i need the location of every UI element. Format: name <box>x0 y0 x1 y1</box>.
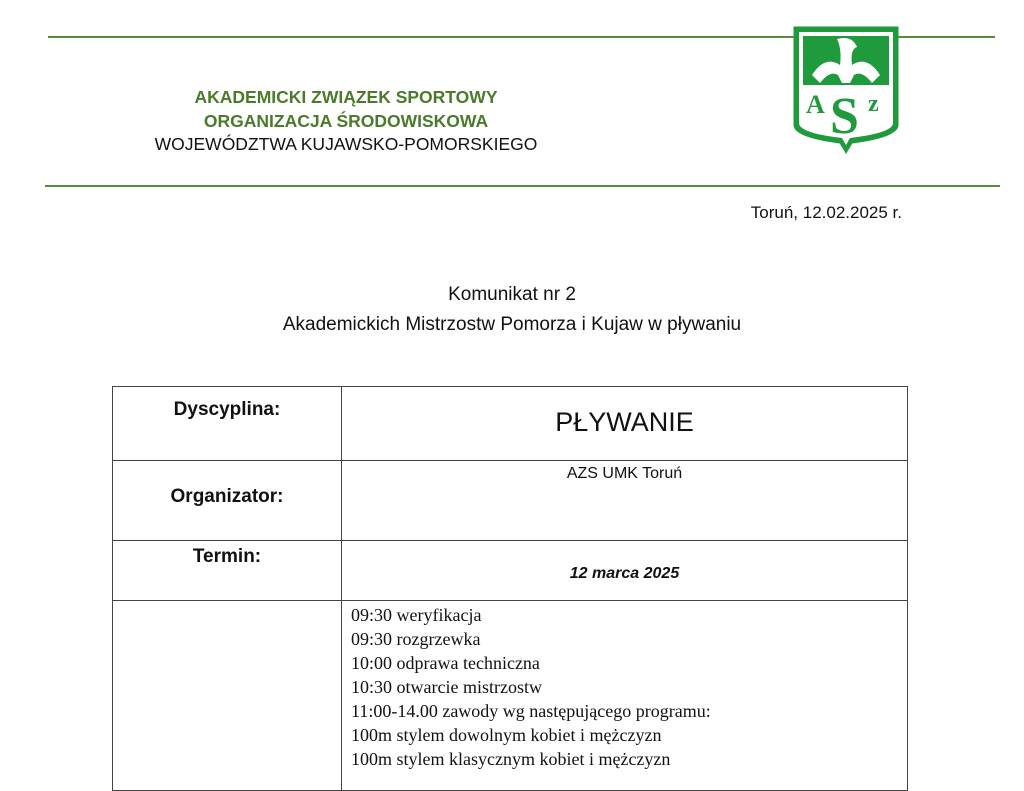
schedule-item: 11:00-14.00 zawody wg następującego programu: <box>351 701 711 721</box>
schedule-item: 10:30 otwarcie mistrzostw <box>351 677 542 697</box>
label-date: Termin: <box>113 541 342 601</box>
azs-logo <box>792 25 900 155</box>
org-line-1: AKADEMICKI ZWIĄZEK SPORTOWY <box>194 87 498 107</box>
document-date: Toruń, 12.02.2025 r. <box>750 203 902 222</box>
label-discipline: Dyscyplina: <box>113 387 342 461</box>
schedule-cell <box>342 601 908 791</box>
value-organizer: AZS UMK Toruń <box>342 461 908 541</box>
org-line-3: WOJEWÓDZTWA KUJAWSKO-POMORSKIEGO <box>154 134 538 154</box>
title-line-2: Akademickich Mistrzostw Pomorza i Kujaw w pływaniu <box>282 314 742 335</box>
table-row <box>113 601 908 791</box>
label-schedule <box>113 601 342 791</box>
schedule-item: 100m stylem klasycznym kobiet i mężczyzn <box>351 749 671 769</box>
table-row <box>113 461 908 541</box>
organization-header <box>96 86 596 157</box>
info-table <box>112 386 908 791</box>
schedule-item: 09:30 weryfikacja <box>351 605 482 625</box>
document-title <box>0 280 1024 340</box>
value-date: 12 marca 2025 <box>342 541 908 601</box>
svg-text:z: z <box>868 91 879 117</box>
table-row <box>113 387 908 461</box>
svg-text:S: S <box>830 88 859 145</box>
org-line-2: ORGANIZACJA ŚRODOWISKOWA <box>203 110 489 131</box>
title-line-1: Komunikat nr 2 <box>448 284 576 305</box>
schedule-item: 10:00 odprawa techniczna <box>351 653 540 673</box>
table-row <box>113 541 908 601</box>
schedule-item: 100m stylem dowolnym kobiet i mężczyzn <box>351 725 662 745</box>
label-organizer: Organizator: <box>113 461 342 541</box>
bottom-rule <box>45 185 1000 187</box>
schedule-item: 09:30 rozgrzewka <box>351 629 481 649</box>
svg-text:A: A <box>806 90 825 119</box>
value-discipline: PŁYWANIE <box>342 387 908 461</box>
